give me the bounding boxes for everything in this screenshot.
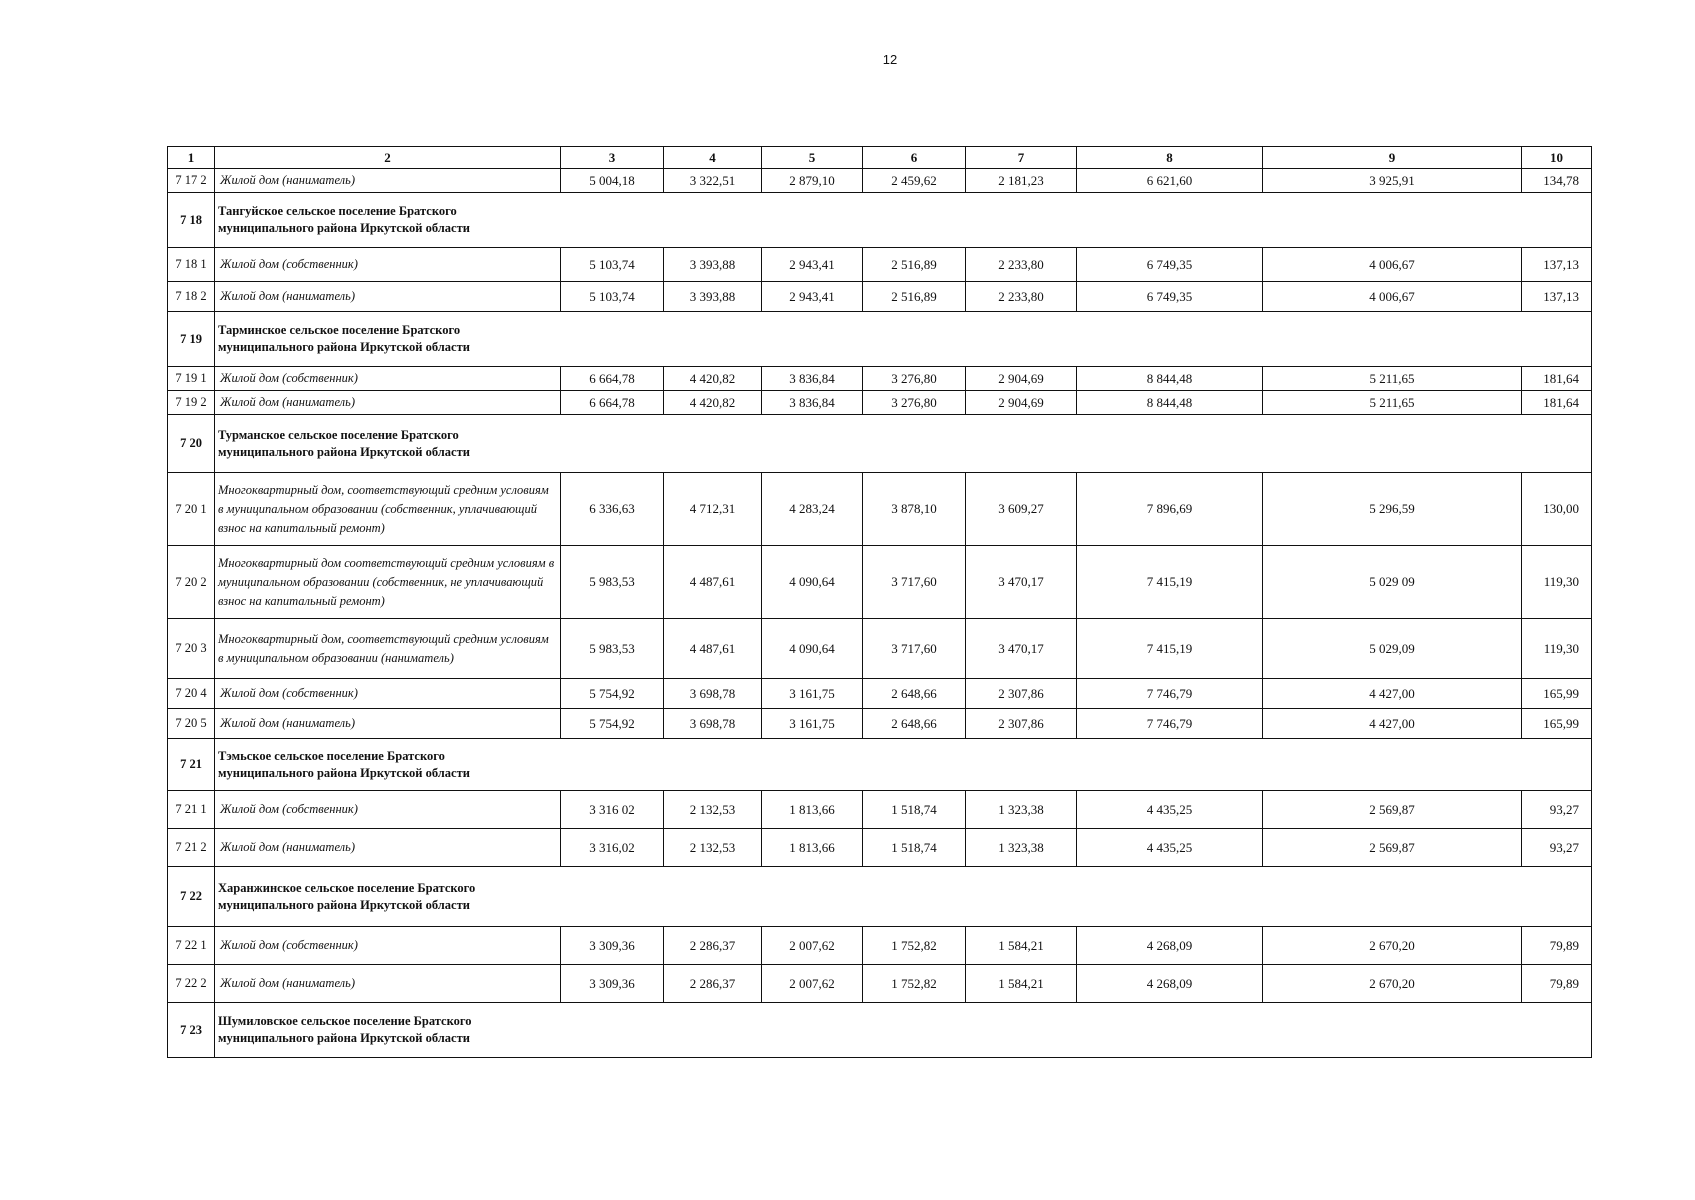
- section-title-text: Тэмьское сельское поселение Братского муниципального района Иркутской области: [218, 748, 470, 780]
- cell-value: 134,78: [1522, 169, 1592, 193]
- cell-value: 4 268,09: [1077, 965, 1263, 1003]
- cell-value: 2 007,62: [762, 927, 863, 965]
- cell-value: 3 470,17: [966, 546, 1077, 619]
- cell-value: 4 006,67: [1263, 282, 1522, 312]
- cell-value: 5 754,92: [561, 709, 664, 739]
- table-row: [168, 473, 1592, 546]
- cell-value: 119,30: [1522, 619, 1592, 679]
- cell-value: 4 435,25: [1077, 791, 1263, 829]
- row-name: Жилой дом (собственник): [215, 679, 561, 709]
- column-header: 9: [1263, 147, 1522, 169]
- cell-value: 5 004,18: [561, 169, 664, 193]
- cell-value: 4 006,67: [1263, 248, 1522, 282]
- cell-value: 5 983,53: [561, 546, 664, 619]
- cell-value: 2 181,23: [966, 169, 1077, 193]
- section-title-text: Харанжинское сельское поселение Братского муниципального района Иркутской области: [218, 880, 476, 912]
- cell-value: 119,30: [1522, 546, 1592, 619]
- cell-value: 2 670,20: [1263, 965, 1522, 1003]
- cell-value: 3 878,10: [863, 473, 966, 546]
- row-code: 7 20 5: [168, 709, 215, 739]
- cell-value: 5 211,65: [1263, 391, 1522, 415]
- section-title: [215, 739, 1592, 791]
- section-title: [215, 193, 1592, 248]
- cell-value: 3 717,60: [863, 619, 966, 679]
- cell-value: 3 316,02: [561, 829, 664, 867]
- section-row: [168, 1003, 1592, 1058]
- cell-value: 2 007,62: [762, 965, 863, 1003]
- row-code: 7 20 1: [168, 473, 215, 546]
- cell-value: 181,64: [1522, 391, 1592, 415]
- table-row: [168, 791, 1592, 829]
- table-row: [168, 619, 1592, 679]
- cell-value: 2 516,89: [863, 282, 966, 312]
- cell-value: 1 518,74: [863, 791, 966, 829]
- cell-value: 5 029,09: [1263, 619, 1522, 679]
- row-name: Жилой дом (наниматель): [215, 169, 561, 193]
- cell-value: 3 393,88: [664, 282, 762, 312]
- column-header: 7: [966, 147, 1077, 169]
- section-title: [215, 1003, 1592, 1058]
- cell-value: 8 844,48: [1077, 367, 1263, 391]
- cell-value: 7 415,19: [1077, 619, 1263, 679]
- cell-value: 3 609,27: [966, 473, 1077, 546]
- cell-value: 1 813,66: [762, 791, 863, 829]
- cell-value: 2 307,86: [966, 679, 1077, 709]
- section-title-text: Шумиловское сельское поселение Братского муниципального района Иркутской области: [218, 1014, 472, 1045]
- cell-value: 7 896,69: [1077, 473, 1263, 546]
- row-name: Жилой дом (наниматель): [215, 282, 561, 312]
- cell-value: 3 836,84: [762, 367, 863, 391]
- cell-value: 1 323,38: [966, 829, 1077, 867]
- cell-value: 3 309,36: [561, 927, 664, 965]
- cell-value: 4 427,00: [1263, 679, 1522, 709]
- row-name: Жилой дом (наниматель): [215, 391, 561, 415]
- column-header: 8: [1077, 147, 1263, 169]
- column-header: 3: [561, 147, 664, 169]
- cell-value: 6 336,63: [561, 473, 664, 546]
- cell-value: 3 393,88: [664, 248, 762, 282]
- cell-value: 3 276,80: [863, 391, 966, 415]
- section-title: [215, 867, 1592, 927]
- cell-value: 5 983,53: [561, 619, 664, 679]
- section-row: [168, 739, 1592, 791]
- cell-value: 7 415,19: [1077, 546, 1263, 619]
- row-code: 7 19 2: [168, 391, 215, 415]
- cell-value: 3 316 02: [561, 791, 664, 829]
- cell-value: 8 844,48: [1077, 391, 1263, 415]
- column-header: 2: [215, 147, 561, 169]
- table-row: [168, 169, 1592, 193]
- cell-value: 1 323,38: [966, 791, 1077, 829]
- cell-value: 4 268,09: [1077, 927, 1263, 965]
- cell-value: 4 090,64: [762, 619, 863, 679]
- cell-value: 1 584,21: [966, 927, 1077, 965]
- table-row: [168, 927, 1592, 965]
- cell-value: 5 211,65: [1263, 367, 1522, 391]
- tariff-table: [167, 146, 1592, 1058]
- row-code: 7 17 2: [168, 169, 215, 193]
- row-name: Жилой дом (собственник): [215, 791, 561, 829]
- section-code: 7 19: [168, 312, 215, 367]
- row-name: Многоквартирный дом соответствующий средним условиям в муниципальном образовании (собственник, не уплачивающий взнос на капитальный ремонт): [215, 546, 561, 619]
- cell-value: 2 904,69: [966, 391, 1077, 415]
- cell-value: 6 621,60: [1077, 169, 1263, 193]
- row-code: 7 20 4: [168, 679, 215, 709]
- cell-value: 1 752,82: [863, 927, 966, 965]
- cell-value: 3 698,78: [664, 679, 762, 709]
- cell-value: 4 090,64: [762, 546, 863, 619]
- table-row: [168, 248, 1592, 282]
- cell-value: 79,89: [1522, 927, 1592, 965]
- cell-value: 4 487,61: [664, 546, 762, 619]
- row-name: Многоквартирный дом, соответствующий средним условиям в муниципальном образовании (наниматель): [215, 619, 561, 679]
- cell-value: 7 746,79: [1077, 709, 1263, 739]
- row-code: 7 18 2: [168, 282, 215, 312]
- table-row: [168, 546, 1592, 619]
- section-title-text: Тарминское сельское поселение Братского муниципального района Иркутской области: [218, 323, 470, 354]
- section-row: [168, 312, 1592, 367]
- cell-value: 2 943,41: [762, 248, 863, 282]
- cell-value: 5 296,59: [1263, 473, 1522, 546]
- cell-value: 4 420,82: [664, 367, 762, 391]
- cell-value: 3 161,75: [762, 679, 863, 709]
- cell-value: 3 836,84: [762, 391, 863, 415]
- cell-value: 2 286,37: [664, 927, 762, 965]
- section-code: 7 20: [168, 415, 215, 473]
- cell-value: 93,27: [1522, 829, 1592, 867]
- section-row: [168, 193, 1592, 248]
- section-title: [215, 312, 1592, 367]
- cell-value: 137,13: [1522, 248, 1592, 282]
- cell-value: 4 420,82: [664, 391, 762, 415]
- cell-value: 4 283,24: [762, 473, 863, 546]
- cell-value: 3 717,60: [863, 546, 966, 619]
- cell-value: 6 749,35: [1077, 248, 1263, 282]
- table-row: [168, 829, 1592, 867]
- table-row: [168, 965, 1592, 1003]
- cell-value: 4 487,61: [664, 619, 762, 679]
- page-number: 12: [882, 52, 898, 67]
- column-header: 1: [168, 147, 215, 169]
- cell-value: 2 569,87: [1263, 791, 1522, 829]
- cell-value: 3 925,91: [1263, 169, 1522, 193]
- cell-value: 4 435,25: [1077, 829, 1263, 867]
- row-code: 7 21 2: [168, 829, 215, 867]
- row-name: Жилой дом (собственник): [215, 367, 561, 391]
- cell-value: 2 648,66: [863, 679, 966, 709]
- cell-value: 3 276,80: [863, 367, 966, 391]
- cell-value: 93,27: [1522, 791, 1592, 829]
- row-code: 7 19 1: [168, 367, 215, 391]
- cell-value: 2 648,66: [863, 709, 966, 739]
- cell-value: 2 233,80: [966, 282, 1077, 312]
- cell-value: 165,99: [1522, 709, 1592, 739]
- table-row: [168, 679, 1592, 709]
- cell-value: 2 286,37: [664, 965, 762, 1003]
- row-code: 7 21 1: [168, 791, 215, 829]
- row-code: 7 22 1: [168, 927, 215, 965]
- section-title: [215, 415, 1592, 473]
- section-code: 7 22: [168, 867, 215, 927]
- cell-value: 6 664,78: [561, 391, 664, 415]
- cell-value: 5 754,92: [561, 679, 664, 709]
- cell-value: 2 132,53: [664, 829, 762, 867]
- row-code: 7 18 1: [168, 248, 215, 282]
- row-name: Жилой дом (наниматель): [215, 829, 561, 867]
- cell-value: 3 309,36: [561, 965, 664, 1003]
- table-row: [168, 282, 1592, 312]
- row-name: Многоквартирный дом, соответствующий средним условиям в муниципальном образовании (собственник, уплачивающий взнос на капитальный ремонт): [215, 473, 561, 546]
- cell-value: 2 943,41: [762, 282, 863, 312]
- cell-value: 79,89: [1522, 965, 1592, 1003]
- cell-value: 5 103,74: [561, 248, 664, 282]
- cell-value: 2 132,53: [664, 791, 762, 829]
- section-row: [168, 867, 1592, 927]
- section-code: 7 23: [168, 1003, 215, 1058]
- section-code: 7 18: [168, 193, 215, 248]
- cell-value: 7 746,79: [1077, 679, 1263, 709]
- row-code: 7 22 2: [168, 965, 215, 1003]
- cell-value: 2 879,10: [762, 169, 863, 193]
- row-code: 7 20 2: [168, 546, 215, 619]
- cell-value: 2 516,89: [863, 248, 966, 282]
- column-header: 10: [1522, 147, 1592, 169]
- section-title-text: Турманское сельское поселение Братского муниципального района Иркутской области: [218, 427, 470, 459]
- cell-value: 4 712,31: [664, 473, 762, 546]
- cell-value: 2 569,87: [1263, 829, 1522, 867]
- section-row: [168, 415, 1592, 473]
- cell-value: 1 813,66: [762, 829, 863, 867]
- header-row: [168, 147, 1592, 169]
- cell-value: 1 584,21: [966, 965, 1077, 1003]
- cell-value: 5 103,74: [561, 282, 664, 312]
- cell-value: 1 518,74: [863, 829, 966, 867]
- cell-value: 6 749,35: [1077, 282, 1263, 312]
- cell-value: 2 459,62: [863, 169, 966, 193]
- row-code: 7 20 3: [168, 619, 215, 679]
- section-title-text: Тангуйское сельское поселение Братского муниципального района Иркутской области: [218, 204, 470, 235]
- row-name: Жилой дом (наниматель): [215, 709, 561, 739]
- cell-value: 3 470,17: [966, 619, 1077, 679]
- cell-value: 4 427,00: [1263, 709, 1522, 739]
- column-header: 4: [664, 147, 762, 169]
- cell-value: 3 322,51: [664, 169, 762, 193]
- cell-value: 6 664,78: [561, 367, 664, 391]
- cell-value: 181,64: [1522, 367, 1592, 391]
- row-name: Жилой дом (собственник): [215, 248, 561, 282]
- cell-value: 165,99: [1522, 679, 1592, 709]
- cell-value: 137,13: [1522, 282, 1592, 312]
- column-header: 5: [762, 147, 863, 169]
- cell-value: 2 307,86: [966, 709, 1077, 739]
- row-name: Жилой дом (наниматель): [215, 965, 561, 1003]
- cell-value: 130,00: [1522, 473, 1592, 546]
- cell-value: 2 233,80: [966, 248, 1077, 282]
- cell-value: 2 904,69: [966, 367, 1077, 391]
- row-name: Жилой дом (собственник): [215, 927, 561, 965]
- column-header: 6: [863, 147, 966, 169]
- cell-value: 1 752,82: [863, 965, 966, 1003]
- cell-value: 5 029 09: [1263, 546, 1522, 619]
- section-code: 7 21: [168, 739, 215, 791]
- cell-value: 3 698,78: [664, 709, 762, 739]
- cell-value: 3 161,75: [762, 709, 863, 739]
- table-row: [168, 709, 1592, 739]
- table-row: [168, 367, 1592, 391]
- cell-value: 2 670,20: [1263, 927, 1522, 965]
- table-row: [168, 391, 1592, 415]
